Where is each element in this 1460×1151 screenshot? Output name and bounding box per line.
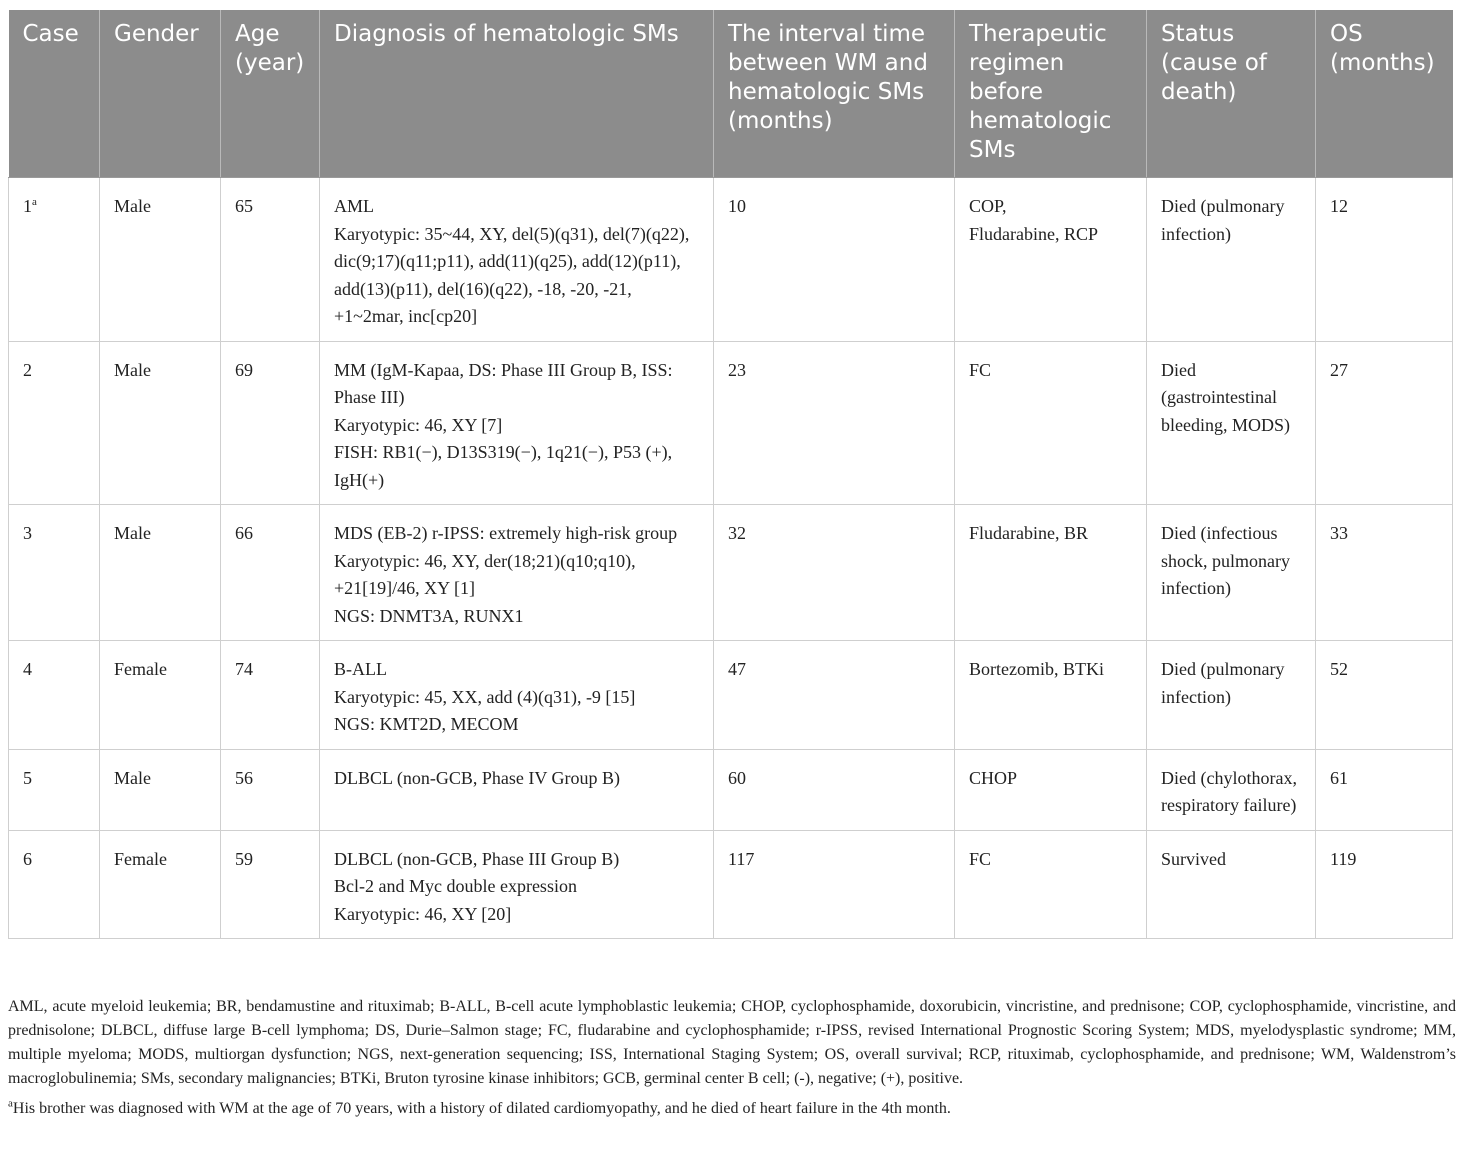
cell-gender: Female: [100, 641, 221, 750]
cell-diagnosis-line: B-ALL: [334, 659, 387, 679]
cell-age: 59: [221, 830, 320, 939]
cell-gender: Male: [100, 505, 221, 641]
cell-interval: 47: [714, 641, 955, 750]
cell-case: [9, 749, 100, 830]
case-number: 1: [23, 196, 32, 216]
cell-diagnosis-line: MM (IgM-Kapaa, DS: Phase III Group B, ISS: Phase III): [334, 359, 673, 407]
cell-status: Died (infectious shock, pulmonary infection): [1147, 505, 1316, 641]
cell-diagnosis-line: Karyotypic: 35~44, XY, del(5)(q31), del(7)(q22), dic(9;17)(q11;p11), add(11)(q25), add(12)(p11), add(13)(p11), del(16)(q22), -18, -20, -21, +1~2mar, inc[cp20]: [334, 223, 690, 326]
cell-os: 119: [1316, 830, 1453, 939]
cell-diagnosis: [320, 749, 714, 830]
cell-regimen-line: CHOP: [969, 767, 1018, 788]
cell-os: 61: [1316, 749, 1453, 830]
cell-diagnosis-line: Karyotypic: 46, XY, der(18;21)(q10;q10), +21[19]/46, XY [1]: [334, 550, 636, 598]
cell-regimen-line: FC: [969, 848, 992, 869]
cell-interval: 10: [714, 178, 955, 342]
cell-interval: 32: [714, 505, 955, 641]
cell-diagnosis-line: MDS (EB-2) r-IPSS: extremely high-risk group: [334, 523, 678, 543]
cell-os: 33: [1316, 505, 1453, 641]
cell-diagnosis-line: NGS: DNMT3A, RUNX1: [334, 605, 524, 626]
case-number: 6: [23, 848, 32, 869]
cell-case: [9, 341, 100, 505]
col-header-age: Age (year): [221, 10, 320, 178]
cell-status: Died (chylothorax, respiratory failure): [1147, 749, 1316, 830]
cell-diagnosis-line: AML: [334, 196, 374, 216]
cell-regimen-line: Fludarabine, RCP: [969, 223, 1098, 244]
cell-diagnosis-line: DLBCL (non-GCB, Phase III Group B): [334, 848, 620, 869]
cell-gender: Male: [100, 749, 221, 830]
footnote-text: His brother was diagnosed with WM at the age of 70 years, with a history of dilated cardiomyopathy, and he died of heart failure in the 4th month.: [12, 1100, 951, 1117]
cell-case: [9, 178, 100, 342]
cell-status: Died (pulmonary infection): [1147, 641, 1316, 750]
footnote-marker: a: [8, 1097, 13, 1110]
case-number: 4: [23, 659, 32, 679]
cell-interval: 117: [714, 830, 955, 939]
cell-os: 12: [1316, 178, 1453, 342]
cell-status: Died (gastrointestinal bleeding, MODS): [1147, 341, 1316, 505]
col-header-regimen: Therapeutic regimen before hematologic SMs: [955, 10, 1147, 178]
cell-status: Survived: [1147, 830, 1316, 939]
cell-age: 56: [221, 749, 320, 830]
cell-diagnosis: [320, 641, 714, 750]
table-body: [9, 178, 1453, 939]
col-header-case: Case: [9, 10, 100, 178]
cell-regimen-line: FC: [969, 359, 992, 380]
cases-table: [8, 10, 1453, 939]
cell-regimen: [955, 749, 1147, 830]
col-header-status: Status (cause of death): [1147, 10, 1316, 178]
cell-diagnosis-line: NGS: KMT2D, MECOM: [334, 714, 519, 734]
cell-diagnosis-line: DLBCL (non-GCB, Phase IV Group B): [334, 767, 620, 788]
table-row: [9, 341, 1453, 505]
table-row: [9, 178, 1453, 342]
document: [8, 10, 1452, 939]
cell-diagnosis-line: Karyotypic: 45, XX, add (4)(q31), -9 [15]: [334, 686, 636, 707]
col-header-gender: Gender: [100, 10, 221, 178]
cell-diagnosis: [320, 341, 714, 505]
cell-regimen-line: Fludarabine, BR: [969, 523, 1088, 543]
cell-age: 65: [221, 178, 320, 342]
table-row: [9, 641, 1453, 750]
col-header-os: OS (months): [1316, 10, 1453, 178]
col-header-interval: The interval time between WM and hematologic SMs (months): [714, 10, 955, 178]
case-footnote-marker: a: [32, 196, 37, 208]
cell-regimen: [955, 830, 1147, 939]
cell-gender: Female: [100, 830, 221, 939]
cell-case: [9, 505, 100, 641]
cell-regimen: [955, 641, 1147, 750]
col-header-diagnosis: Diagnosis of hematologic SMs: [320, 10, 714, 178]
case-number: 5: [23, 767, 32, 788]
cell-regimen-line: Bortezomib, BTKi: [969, 659, 1104, 679]
cell-diagnosis-line: Karyotypic: 46, XY [7]: [334, 414, 503, 435]
cell-age: 66: [221, 505, 320, 641]
case-number: 2: [23, 359, 32, 380]
table-footnotes: [8, 995, 1456, 1121]
cell-regimen: [955, 178, 1147, 342]
cell-age: 69: [221, 341, 320, 505]
cell-os: 52: [1316, 641, 1453, 750]
cell-case: [9, 641, 100, 750]
table-row: [9, 749, 1453, 830]
footnote-a: [8, 1097, 1456, 1121]
cell-regimen-line: COP,: [969, 196, 1007, 216]
cell-diagnosis: [320, 830, 714, 939]
cell-diagnosis: [320, 178, 714, 342]
cell-gender: Male: [100, 178, 221, 342]
cell-age: 74: [221, 641, 320, 750]
cell-interval: 60: [714, 749, 955, 830]
cell-case: [9, 830, 100, 939]
cell-diagnosis-line: Bcl-2 and Myc double expression: [334, 876, 577, 896]
cell-regimen: [955, 341, 1147, 505]
cell-os: 27: [1316, 341, 1453, 505]
cell-gender: Male: [100, 341, 221, 505]
abbreviations-note: AML, acute myeloid leukemia; BR, bendamustine and rituximab; B-ALL, B-cell acute lymphoblastic leukemia; CHOP, cyclophosphamide, doxorubicin, vincristine, and prednisone; COP, cyclophosphamide, vincristine, and prednisolone; DLBCL, diffuse large B-cell lymphoma; DS, Durie–Salmon stage; FC, fludarabine and cyclophosphamide; r-IPSS, revised International Prognostic Scoring System; MDS, myelodysplastic syndrome; MM, multiple myeloma; MODS, multiorgan dysfunction; NGS, next-generation sequencing; ISS, International Staging System; OS, overall survival; RCP, rituximab, cyclophosphamide, and prednisone; WM, Waldenstrom’s macroglobulinemia; SMs, secondary malignancies; BTKi, Bruton tyrosine kinase inhibitors; GCB, germinal center B cell; (-), negative; (+), positive.: [8, 998, 1456, 1087]
table-row: [9, 830, 1453, 939]
cell-interval: 23: [714, 341, 955, 505]
case-number: 3: [23, 523, 32, 543]
cell-status: Died (pulmonary infection): [1147, 178, 1316, 342]
cell-diagnosis: [320, 505, 714, 641]
header-row: [9, 10, 1453, 178]
table-row: [9, 505, 1453, 641]
cell-diagnosis-line: Karyotypic: 46, XY [20]: [334, 903, 512, 924]
cell-diagnosis-line: FISH: RB1(−), D13S319(−), 1q21(−), P53 (+), IgH(+): [334, 442, 673, 490]
cell-regimen: [955, 505, 1147, 641]
